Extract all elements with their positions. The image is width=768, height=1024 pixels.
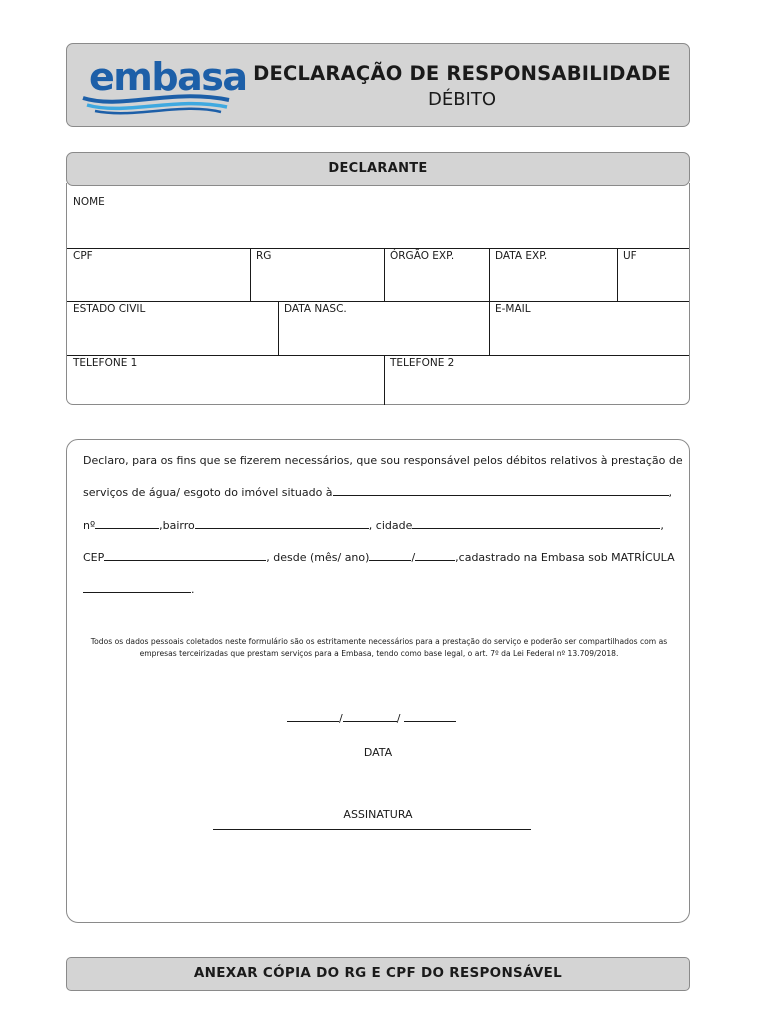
line-comma: , xyxy=(668,486,673,499)
date-slash: / xyxy=(396,712,401,725)
signature-label: ASSINATURA xyxy=(343,808,413,821)
wave-icon xyxy=(81,90,231,116)
address-prefix: serviços de água/ esgoto do imóvel situado à xyxy=(83,486,333,499)
date-year-blank[interactable] xyxy=(404,712,456,722)
bairro-blank[interactable] xyxy=(195,519,369,529)
line-period: . xyxy=(191,583,195,596)
document-subtitle: DÉBITO xyxy=(427,89,497,110)
declaration-box xyxy=(66,439,690,923)
orgao-exp-field[interactable]: ÓRGÃO EXP. xyxy=(390,250,455,262)
uf-field[interactable]: UF xyxy=(623,250,637,262)
cep-blank[interactable] xyxy=(104,551,266,561)
date-label: DATA xyxy=(363,746,393,759)
bairro-label: ,bairro xyxy=(159,519,195,532)
cpf-field[interactable]: CPF xyxy=(73,250,93,262)
slash: / xyxy=(411,551,416,564)
rg-field[interactable]: RG xyxy=(256,250,272,262)
column-divider xyxy=(384,355,385,405)
telefone1-field[interactable]: TELEFONE 1 xyxy=(73,357,138,369)
year-blank[interactable] xyxy=(415,551,455,561)
embasa-logo xyxy=(81,54,247,116)
data-nasc-field[interactable]: DATA NASC. xyxy=(284,303,347,315)
declaration-line-2 xyxy=(83,486,672,499)
address-blank[interactable] xyxy=(333,486,669,496)
cidade-label: , cidade xyxy=(368,519,413,532)
data-exp-field[interactable]: DATA EXP. xyxy=(495,250,548,262)
lgpd-notice: Todos os dados pessoais coletados neste formulário são os estritamente necessários para a prestação do serviço e poderão ser compartilhados com as empresas terceirizadas que prestam serviços para a Embasa, tendo como base legal, o art. 7º da Lei Federal nº 13.709/2018. xyxy=(90,637,668,658)
numero-label: nº xyxy=(83,519,96,532)
row-divider xyxy=(67,248,689,249)
declaration-line-1: Declaro, para os fins que se fizerem necessários, que sou responsável pelos débitos relativos à prestação de xyxy=(83,454,683,467)
column-divider xyxy=(250,248,251,301)
column-divider xyxy=(278,301,279,355)
declarante-form-grid xyxy=(66,183,690,405)
date-month-blank[interactable] xyxy=(343,712,397,722)
declaration-line-5 xyxy=(83,583,195,596)
estado-civil-field[interactable]: ESTADO CIVIL xyxy=(73,303,146,315)
attachment-notice: ANEXAR CÓPIA DO RG E CPF DO RESPONSÁVEL xyxy=(66,957,690,991)
column-divider xyxy=(384,248,385,301)
document-title: DECLARAÇÃO DE RESPONSABILIDADE xyxy=(253,62,671,85)
logo-wordmark: embasa xyxy=(89,55,247,99)
document-header xyxy=(66,43,690,127)
nome-field[interactable]: NOME xyxy=(73,196,105,208)
signature-line[interactable] xyxy=(213,829,531,830)
date-input-line xyxy=(287,712,456,725)
line-comma: , xyxy=(660,519,664,532)
row-divider xyxy=(67,355,689,356)
declarante-heading: DECLARANTE xyxy=(66,152,690,186)
cep-label: CEP xyxy=(83,551,105,564)
declaration-line-4 xyxy=(83,551,675,564)
column-divider xyxy=(489,301,490,355)
month-blank[interactable] xyxy=(369,551,411,561)
row-divider xyxy=(67,301,689,302)
matricula-label: ,cadastrado na Embasa sob MATRÍCULA xyxy=(455,551,675,564)
column-divider xyxy=(489,248,490,301)
matricula-blank[interactable] xyxy=(83,583,191,593)
date-slash: / xyxy=(339,712,343,725)
date-day-blank[interactable] xyxy=(287,712,339,722)
declaration-line-3 xyxy=(83,519,664,532)
email-field[interactable]: E-MAIL xyxy=(495,303,531,315)
numero-blank[interactable] xyxy=(95,519,159,529)
desde-label: , desde (mês/ ano) xyxy=(266,551,370,564)
column-divider xyxy=(617,248,618,301)
cidade-blank[interactable] xyxy=(412,519,660,529)
telefone2-field[interactable]: TELEFONE 2 xyxy=(390,357,455,369)
